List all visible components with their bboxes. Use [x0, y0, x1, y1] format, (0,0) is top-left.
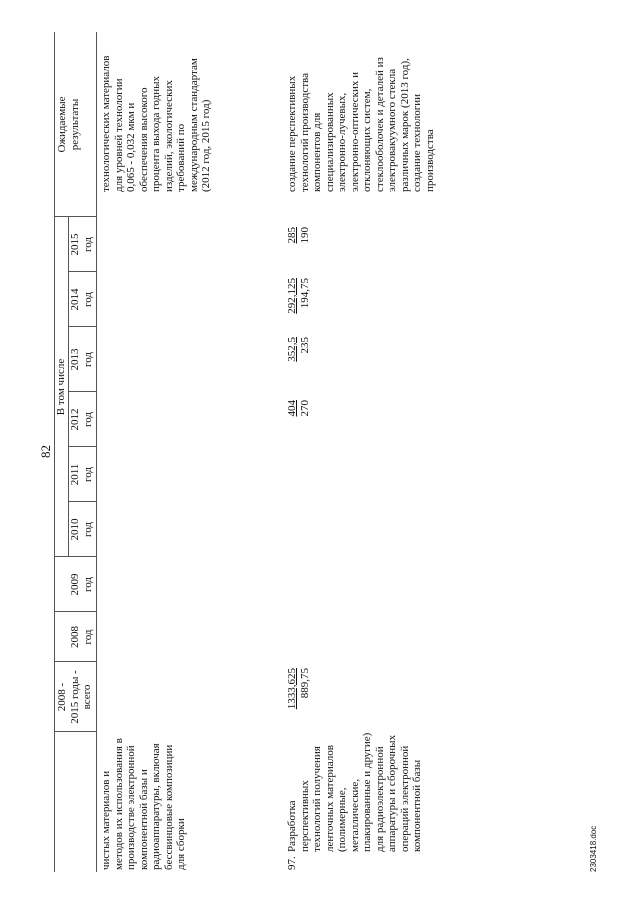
results-header: Ожидаемые результаты: [56, 96, 81, 153]
page-number: 82: [38, 445, 53, 458]
total-header: 2008 - 2015 годы - всего: [56, 670, 93, 724]
value-2013-bottom: 235: [298, 337, 311, 354]
year-header-2012: 2012 год: [69, 408, 94, 431]
year-header-2011: 2011 год: [69, 463, 94, 486]
value-2013: [286, 337, 311, 389]
total-value-bottom: 889,75: [298, 668, 311, 699]
value-2012-top: 404: [286, 400, 298, 417]
row-results: технологических материалов для уровней технологии 0,065 - 0,032 мкм и обеспечения высокого процента выхода годных изделий, экологических требований по международным стандартам (2012 год, 2015 год): [100, 55, 212, 192]
row-results: создание перспективных технологий производства компонентов для специализированных электронно-лучевых, электронно-оптических и отклоняющих систем, стеклооболочек и деталей из электровакуумного стекла различных марок (2013 год), создание технологии производства: [286, 57, 436, 192]
total-value: [286, 668, 311, 724]
total-value-top: 1333,625: [286, 668, 298, 710]
value-2014-bottom: 194,75: [298, 278, 311, 309]
header-bottom-border: [96, 32, 97, 872]
value-2015-bottom: 190: [298, 227, 311, 244]
row-number: 97.: [286, 856, 298, 870]
value-2014-top: 292,125: [286, 278, 298, 314]
year-header-2008: 2008 год: [69, 626, 94, 648]
footer-filename: 2303418.doc: [589, 825, 598, 872]
value-2013-top: 352,5: [286, 337, 298, 362]
value-2012-bottom: 270: [298, 400, 311, 417]
year-header-2014: 2014 год: [69, 288, 94, 311]
value-2014: [286, 278, 311, 330]
document-page: [40, 32, 600, 872]
year-header-2009: 2009 год: [69, 573, 94, 596]
year-header-2013: 2013 год: [69, 348, 94, 371]
subgroup-header: В том числе: [55, 358, 67, 416]
row-description: Разработка перспективных технологий получения ленточных материалов (полимерные, металлические, плакированные и другие) для радиоэлектронной аппаратуры и сборочных операций электронной компонентной базы: [286, 732, 423, 852]
value-2015: [286, 227, 311, 269]
value-2015-top: 285: [286, 227, 298, 244]
year-header-2015: 2015 год: [69, 233, 94, 256]
row-description: чистых материалов и методов их использования в производстве электронной компонентной базы и радиоаппаратуры, включая бессвинцовые композиции для сборки: [100, 738, 187, 870]
value-2012: [286, 400, 311, 444]
year-header-2010: 2010 год: [69, 518, 94, 541]
